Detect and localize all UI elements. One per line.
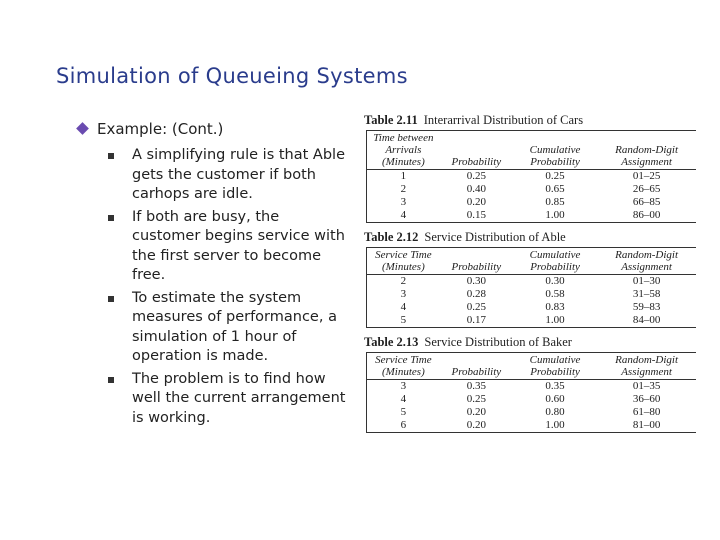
- bullet-item: [106, 289, 350, 367]
- table-cell: 0.85: [545, 196, 565, 208]
- table-row: [367, 209, 697, 223]
- column-header: Probability: [440, 353, 513, 380]
- table-cell: 1.00: [545, 314, 565, 326]
- table-cell: 5: [400, 406, 407, 418]
- column-header: Probability: [440, 131, 513, 170]
- column-header: Cumulative Probability: [513, 248, 597, 275]
- column-header: Cumulative Probability: [513, 353, 597, 380]
- table-cell: 0.35: [545, 380, 565, 392]
- table-cell: 3: [400, 196, 407, 208]
- table-cell: 0.30: [466, 275, 486, 287]
- bullet-text: To estimate the system measures of performance, a simulation of 1 hour of operation is made.: [132, 289, 337, 364]
- interarrival-table: [366, 130, 696, 223]
- column-header: Service Time (Minutes): [367, 248, 440, 275]
- table-name: Interarrival Distribution of Cars: [423, 113, 584, 127]
- table-cell: 5: [400, 314, 407, 326]
- table-cell: 1.00: [545, 209, 565, 221]
- table-cell: 0.83: [545, 301, 565, 313]
- table-caption: [364, 113, 700, 128]
- column-header: Time between Arrivals (Minutes): [367, 131, 440, 170]
- table-cell: 3: [400, 288, 407, 300]
- table-number: Table 2.13: [364, 335, 419, 349]
- table-cell: 0.58: [545, 288, 565, 300]
- table-row: [367, 288, 697, 301]
- table-cell: 1: [400, 170, 407, 182]
- table-row: [367, 406, 697, 419]
- table-cell: 6: [400, 419, 407, 431]
- table-cell: 0.25: [466, 170, 486, 182]
- table-cell: 0.28: [466, 288, 486, 300]
- bullet-text: A simplifying rule is that Able gets the customer if both carhops are idle.: [132, 147, 345, 202]
- table-cell: 66–85: [632, 196, 661, 208]
- table-row: [367, 393, 697, 406]
- table-cell: 01–30: [632, 275, 661, 287]
- bullet-item: [106, 370, 350, 429]
- table-row: [367, 301, 697, 314]
- subtitle: [78, 120, 223, 138]
- column-header: Service Time (Minutes): [367, 353, 440, 380]
- square-bullet-icon: [108, 215, 114, 221]
- table-cell: 0.60: [545, 393, 565, 405]
- column-header: Random-Digit Assignment: [597, 248, 696, 275]
- table-cell: 36–60: [632, 393, 661, 405]
- table-cell: 31–58: [632, 288, 661, 300]
- table-cell: 4: [400, 209, 407, 221]
- column-header: Random-Digit Assignment: [597, 131, 696, 170]
- table-cell: 4: [400, 301, 407, 313]
- table-cell: 0.20: [466, 419, 486, 431]
- table-cell: 86–00: [632, 209, 661, 221]
- table-cell: 0.30: [545, 275, 565, 287]
- table-cell: 01–25: [632, 170, 661, 182]
- table-cell: 0.25: [466, 301, 486, 313]
- table-cell: 0.20: [466, 406, 486, 418]
- table-row: [367, 183, 697, 196]
- table-row: [367, 196, 697, 209]
- subtitle-text: Example: (Cont.): [97, 120, 224, 138]
- table-row: [367, 419, 697, 433]
- table-caption: [364, 335, 700, 350]
- table-cell: 2: [400, 275, 407, 287]
- table-cell: 26–65: [632, 183, 661, 195]
- table-cell: 81–00: [632, 419, 661, 431]
- column-header: Cumulative Probability: [513, 131, 597, 170]
- square-bullet-icon: [108, 153, 114, 159]
- table-cell: 59–83: [632, 301, 661, 313]
- bullet-text: If both are busy, the customer begins service with the first server to become free.: [132, 208, 345, 283]
- bullet-text: The problem is to find how well the current arrangement is working.: [132, 370, 346, 426]
- table-cell: 0.40: [466, 183, 486, 195]
- table-cell: 3: [400, 380, 407, 392]
- table-cell: 2: [400, 183, 407, 195]
- table-cell: 0.15: [466, 209, 486, 221]
- column-header: Probability: [440, 248, 513, 275]
- table-cell: 0.17: [466, 314, 486, 326]
- table-row: [367, 170, 697, 184]
- bullet-list: [106, 146, 350, 431]
- table-cell: 0.20: [466, 196, 486, 208]
- table-row: [367, 314, 697, 328]
- able-service-table: [366, 247, 696, 328]
- table-cell: 0.80: [545, 406, 565, 418]
- table-name: Service Distribution of Able: [424, 230, 566, 244]
- square-bullet-icon: [108, 377, 114, 383]
- diamond-bullet-icon: [76, 122, 89, 135]
- slide-title: Simulation of Queueing Systems: [56, 64, 408, 88]
- table-cell: 0.35: [466, 380, 486, 392]
- column-header: Random-Digit Assignment: [597, 353, 696, 380]
- table-cell: 1.00: [545, 419, 565, 431]
- table-cell: 4: [400, 393, 407, 405]
- table-cell: 0.25: [545, 170, 565, 182]
- square-bullet-icon: [108, 296, 114, 302]
- table-cell: 0.65: [545, 183, 565, 195]
- table-cell: 0.25: [466, 393, 486, 405]
- table-name: Service Distribution of Baker: [424, 335, 572, 349]
- table-caption: [364, 230, 700, 245]
- baker-service-table: [366, 352, 696, 433]
- table-number: Table 2.11: [364, 113, 418, 127]
- table-cell: 61–80: [632, 406, 661, 418]
- bullet-item: [106, 146, 350, 205]
- bullet-item: [106, 208, 350, 286]
- table-row: [367, 275, 697, 289]
- tables-panel: [360, 113, 700, 433]
- table-number: Table 2.12: [364, 230, 419, 244]
- table-cell: 01–35: [632, 380, 661, 392]
- table-cell: 84–00: [632, 314, 661, 326]
- table-row: [367, 380, 697, 394]
